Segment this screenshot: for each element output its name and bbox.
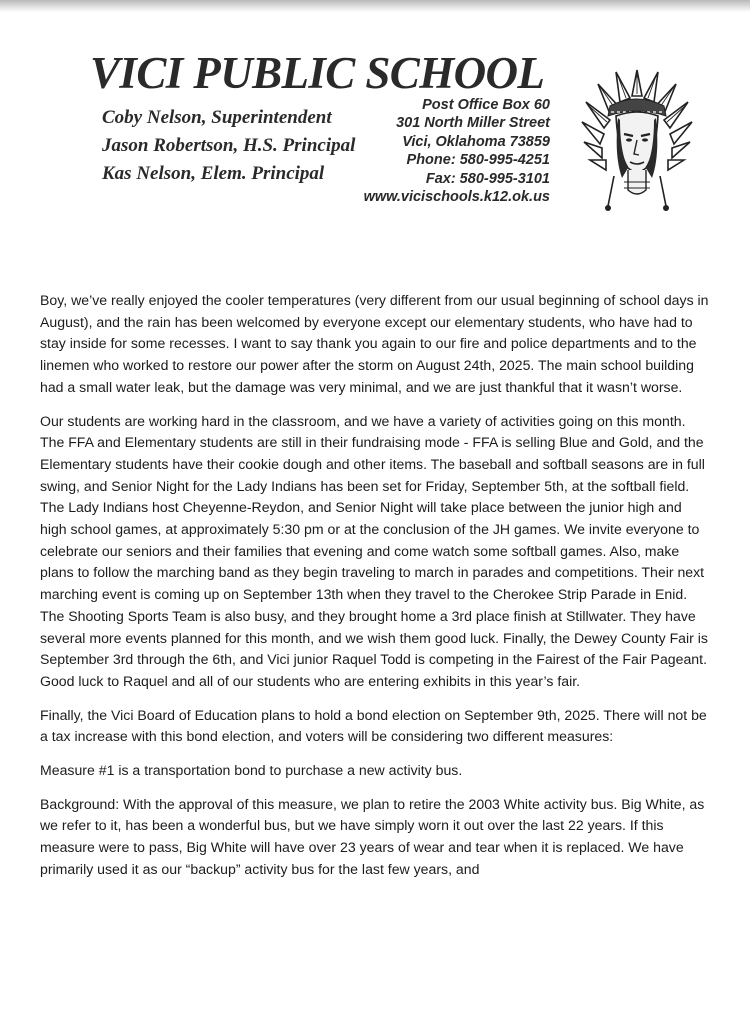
- staff-superintendent: Coby Nelson, Superintendent: [102, 107, 332, 128]
- staff-list: [102, 104, 355, 188]
- contact-city: Vici, Oklahoma 73859: [402, 133, 550, 150]
- staff-hs-principal: Jason Robertson, H.S. Principal: [102, 135, 356, 156]
- letter-paragraph-bond-election: Finally, the Vici Board of Education plans to hold a bond election on September 9th, 2025. There will not be a tax increase with this bond election, and voters will be considering two different measures:: [40, 706, 707, 745]
- letter-paragraph-activities: Our students are working hard in the classroom, and we have a variety of activities going on this month. The FFA and Elementary students are still in their fundraising mode - FFA is selling Blue and Gold, and the Elementary students have their cookie dough and other items. The baseball and softball seasons are in full swing, and Senior Night for the Lady Indians has been set for Friday, September 5th, at the softball field. The Lady Indians host Cheyenne-Reydon, and Senior Night will take place between the junior high and high school games, at approximately 5:30 pm or at the conclusion of the JH games. We invite everyone to celebrate our seniors and their families that evening and come watch some softball games. Also, make plans to follow the marching band as they begin traveling to march in parades and competitions. Their next marching event is coming up on September 13th when they travel to the Cherokee Strip Parade in Enid. The Shooting Sports Team is also busy, and they brought home a 3rd place finish at Stillwater. They have several more events planned for this month, and we wish them good luck. Finally, the Dewey County Fair is September 3rd through the 6th, and Vici junior Raquel Todd is competing in the Fairest of the Fair Pageant. Good luck to Raquel and all of our students who are entering exhibits in this year’s fair.: [40, 412, 708, 689]
- contact-block: [364, 96, 550, 206]
- letter-paragraph-weather: Boy, we’ve really enjoyed the cooler temperatures (very different from our usual beginning of school days in August), and the rain has been welcomed by everyone except our elementary students, who have had to stay inside for some recesses. I want to say thank you again to our fire and police departments and to the linemen who worked to restore our power after the storm on August 24th, 2025. The main school building had a small water leak, but the damage was very minimal, and we are just thankful that it wasn’t worse.: [40, 292, 709, 395]
- contact-street: 301 North Miller Street: [396, 115, 550, 132]
- school-name: VICI PUBLIC SCHOOL: [90, 48, 545, 98]
- contact-website: www.vicischools.k12.ok.us: [363, 188, 550, 205]
- letter-paragraph-background: Background: With the approval of this measure, we plan to retire the 2003 White activity bus. Big White, as we refer to it, has been a wonderful bus, but we have simply worn it out over the last 22 years. If this measure were to pass, Big White will have over 23 years of wear and tear when it is replaced. We have primarily used it as our “backup” activity bus for the last few years, and: [40, 795, 705, 877]
- letter-paragraph-measure-1: Measure #1 is a transportation bond to purchase a new activity bus.: [40, 762, 463, 779]
- letterhead: [0, 0, 750, 230]
- staff-elem-principal: Kas Nelson, Elem. Principal: [102, 163, 325, 184]
- contact-phone: Phone: 580-995-4251: [406, 152, 550, 169]
- contact-po-box: Post Office Box 60: [422, 97, 550, 113]
- contact-fax: Fax: 580-995-3101: [425, 170, 550, 187]
- letter-body: [40, 290, 712, 893]
- indian-head-mascot-icon: [578, 56, 696, 216]
